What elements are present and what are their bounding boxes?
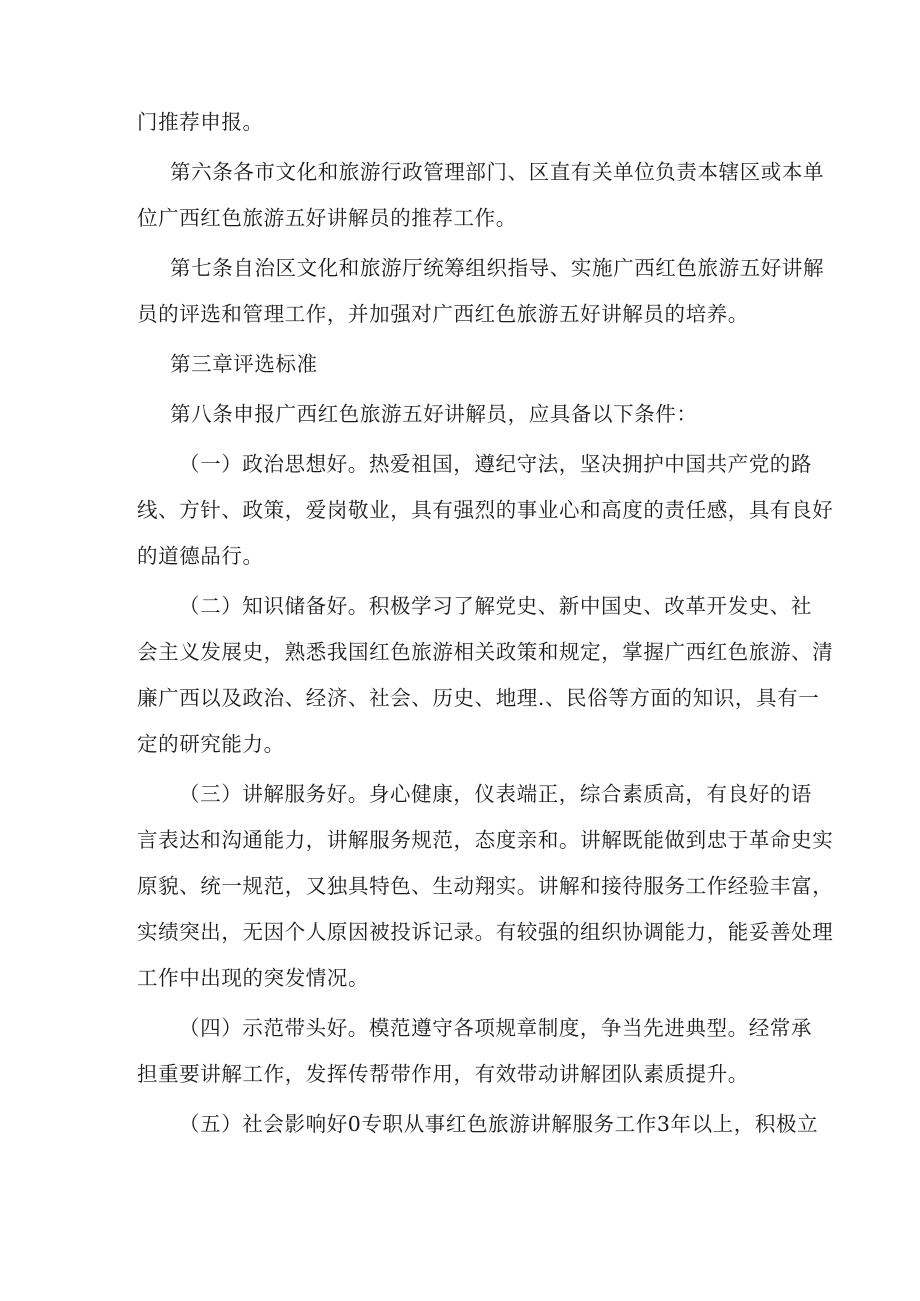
item-3-line-1: （三）讲解服务好。身心健康，仪表端正，综合素质高，有良好的语 <box>179 782 812 806</box>
item-2-line-4: 定的研究能力。 <box>137 732 285 756</box>
article-6-line-2: 位广西红色旅游五好讲解员的推荐工作。 <box>137 206 517 230</box>
item-3-line-3: 原貌、统一规范，又独具特色、生动翔实。讲解和接待服务工作经验丰富， <box>137 874 834 898</box>
item-4-line-1: （四）示范带头好。模范遵守各项规章制度，争当先进典型。经常承 <box>179 1016 812 1040</box>
item-3-line-5: 工作中出现的突发情况。 <box>137 966 370 990</box>
article-7-line-2: 员的评选和管理工作，并加强对广西红色旅游五好讲解员的培养。 <box>137 302 749 326</box>
item-2-line-3: 廉广西以及政治、经济、社会、历史、地理.、民俗等方面的知识，具有一 <box>137 686 820 710</box>
item-3-line-4: 实绩突出，无因个人原因被投诉记录。有较强的组织协调能力，能妥善处理 <box>137 920 834 944</box>
article-8-line-1: 第八条申报广西红色旅游五好讲解员，应具备以下条件： <box>170 402 698 426</box>
chapter-heading: 第三章评选标准 <box>170 352 318 376</box>
item-1-line-2: 线、方针、政策，爱岗敬业，具有强烈的事业心和高度的责任感，具有良好 <box>137 498 834 522</box>
article-6-line-1: 第六条各市文化和旅游行政管理部门、区直有关单位负责本辖区或本单 <box>170 160 825 184</box>
item-1-line-1: （一）政治思想好。热爱祖国，遵纪守法，坚决拥护中国共产党的路 <box>179 452 812 476</box>
item-5-line-1: （五）社会影响好0专职从事红色旅游讲解服务工作3年以上，积极立 <box>179 1112 819 1136</box>
paragraph-line: 门推荐申报。 <box>137 110 264 134</box>
item-1-line-3: 的道德品行。 <box>137 544 264 568</box>
document-body <box>137 110 834 1136</box>
item-2-line-2: 会主义发展史，熟悉我国红色旅游相关政策和规定，掌握广西红色旅游、清 <box>137 640 834 664</box>
item-4-line-2: 担重要讲解工作，发挥传帮带作用，有效带动讲解团队素质提升。 <box>137 1062 749 1086</box>
item-2-line-1: （二）知识储备好。积极学习了解党史、新中国史、改革开发史、社 <box>179 594 812 618</box>
article-7-line-1: 第七条自治区文化和旅游厅统筹组织指导、实施广西红色旅游五好讲解 <box>170 256 825 280</box>
item-3-line-2: 言表达和沟通能力，讲解服务规范，态度亲和。讲解既能做到忠于革命史实 <box>137 828 834 852</box>
